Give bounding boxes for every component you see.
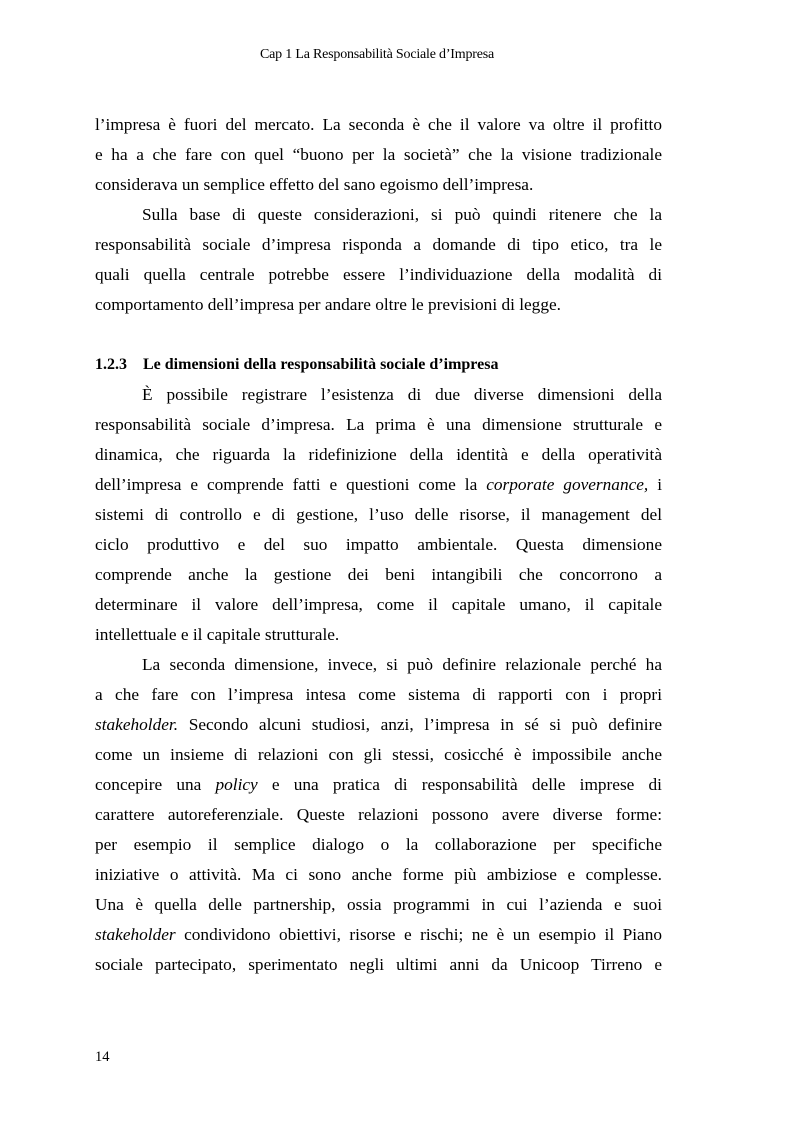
text-line: responsabilità sociale d’impresa. La prima è una dimensione strutturale e <box>95 415 662 434</box>
text-line: iniziative o attività. Ma ci sono anche forme più ambiziose e complesse. <box>95 865 662 884</box>
text-line <box>95 920 662 950</box>
text-line: comprende anche la gestione dei beni intangibili che concorrono a <box>95 565 662 584</box>
italic-term: stakeholder <box>95 925 176 944</box>
paragraph-3 <box>95 380 662 650</box>
text-line: sistemi di controllo e di gestione, l’uso delle risorse, il management del <box>95 505 662 524</box>
text-line: per esempio il semplice dialogo o la collaborazione per specifiche <box>95 835 662 854</box>
text-line: determinare il valore dell’impresa, come il capitale umano, il capitale <box>95 595 662 614</box>
text-run: dell’impresa e comprende fatti e questioni come la <box>95 475 487 494</box>
text-line: Una è quella delle partnership, ossia programmi in cui l’azienda e suoi <box>95 895 662 914</box>
text-line: ciclo produttivo e del suo impatto ambientale. Questa dimensione <box>95 535 662 554</box>
text-line: intellettuale e il capitale strutturale. <box>95 625 340 644</box>
text-line: dinamica, che riguarda la ridefinizione della identità e della operatività <box>95 445 662 464</box>
paragraph-4 <box>95 650 662 980</box>
text-line <box>95 470 662 500</box>
paragraph-2 <box>95 200 662 320</box>
text-line: È possibile registrare l’esistenza di due diverse dimensioni della <box>142 385 662 404</box>
text-line: come un insieme di relazioni con gli stessi, cosicché è impossibile anche <box>95 745 662 764</box>
text-run: i <box>648 475 663 494</box>
page-number: 14 <box>95 1049 110 1065</box>
text-line: e ha a che fare con quel “buono per la società” che la visione tradizionale <box>95 145 662 164</box>
text-line: l’impresa è fuori del mercato. La seconda è che il valore va oltre il profitto <box>95 115 662 134</box>
italic-term: stakeholder. <box>95 715 179 734</box>
text-line: La seconda dimensione, invece, si può definire relazionale perché ha <box>142 655 662 674</box>
text-line: sociale partecipato, sperimentato negli ultimi anni da Unicoop Tirreno e <box>95 955 662 974</box>
text-line: comportamento dell’impresa per andare oltre le previsioni di legge. <box>95 295 561 314</box>
page-body <box>95 110 662 980</box>
text-line: Sulla base di queste considerazioni, si può quindi ritenere che la <box>142 205 662 224</box>
text-line: responsabilità sociale d’impresa risponda a domande di tipo etico, tra le <box>95 235 662 254</box>
text-line: quali quella centrale potrebbe essere l’individuazione della modalità di <box>95 265 662 284</box>
text-line <box>95 770 662 800</box>
text-run: condividono obiettivi, risorse e rischi; ne è un esempio il Piano <box>175 925 662 944</box>
italic-term: corporate governance, <box>486 475 649 494</box>
section-spacer <box>95 320 662 350</box>
text-run: concepire una <box>95 775 216 794</box>
paragraph-1 <box>95 110 662 200</box>
italic-term: policy <box>215 775 258 794</box>
text-run: e una pratica di responsabilità delle imprese di <box>257 775 662 794</box>
section-title: Le dimensioni della responsabilità sociale d’impresa <box>143 356 499 373</box>
text-line: a che fare con l’impresa intesa come sistema di rapporti con i propri <box>95 685 662 704</box>
running-header: Cap 1 La Responsabilità Sociale d’Impresa <box>259 47 494 62</box>
text-line <box>95 710 662 740</box>
section-number: 1.2.3 <box>95 356 127 373</box>
text-run: Secondo alcuni studiosi, anzi, l’impresa in sé si può definire <box>178 715 662 734</box>
text-line: considerava un semplice effetto del sano egoismo dell’impresa. <box>95 175 534 194</box>
section-heading <box>95 350 662 380</box>
text-line: carattere autoreferenziale. Queste relazioni possono avere diverse forme: <box>95 805 662 824</box>
